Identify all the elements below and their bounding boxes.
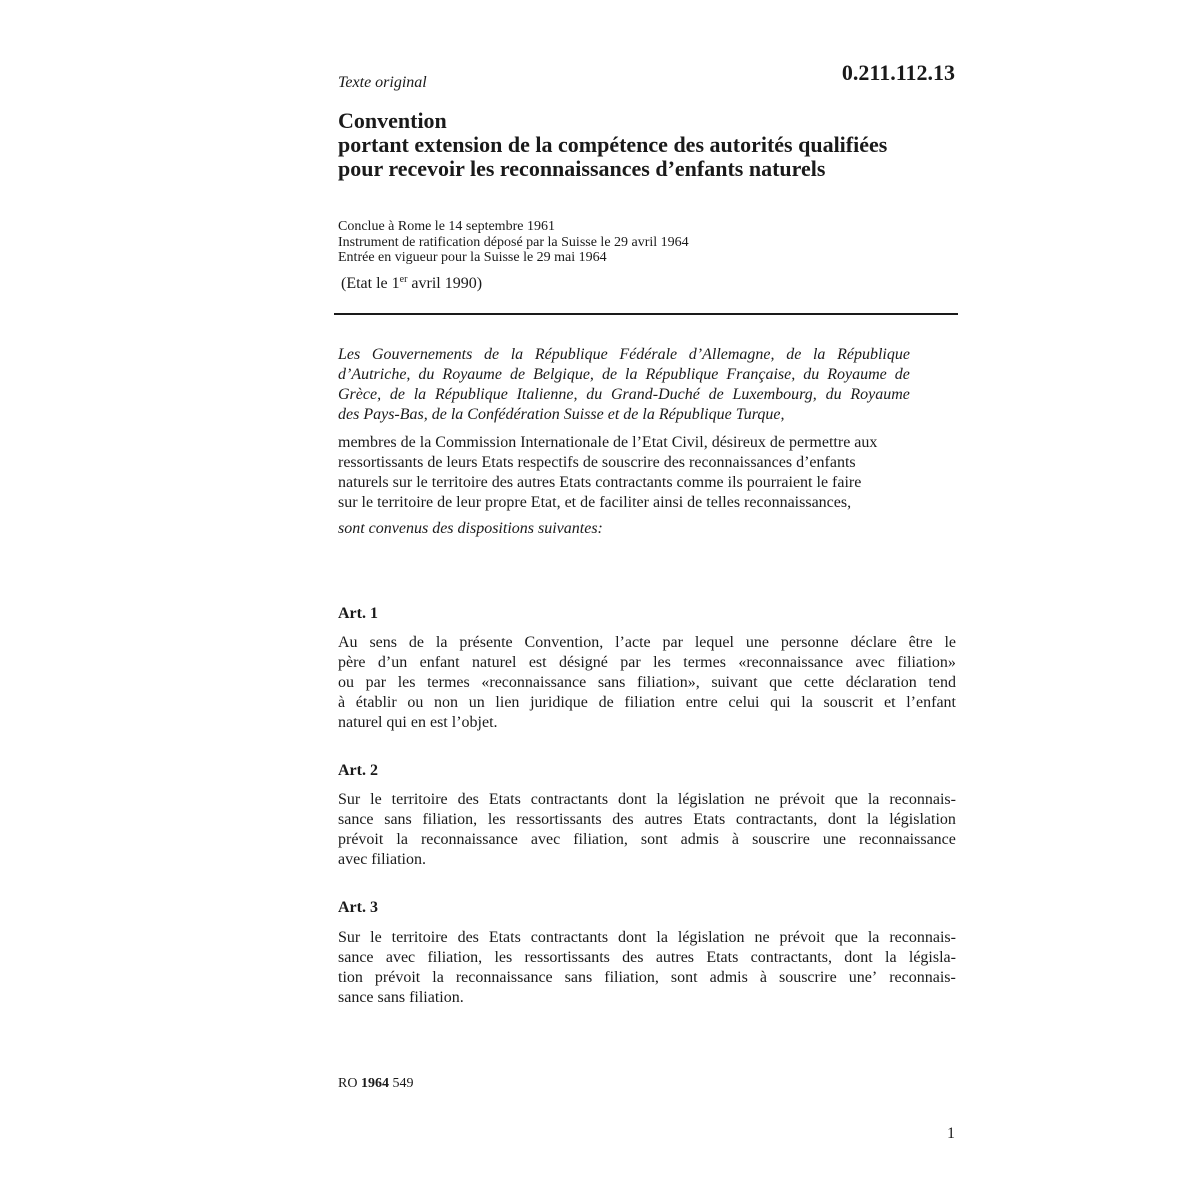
article-line: Sur le territoire des Etats contractants dont la législation ne prévoit que la reconnais- bbox=[338, 791, 956, 808]
meta-conclue: Conclue à Rome le 14 septembre 1961 bbox=[338, 219, 555, 234]
body-line: membres de la Commission Internationale de l’Etat Civil, désireux de permettre aux bbox=[338, 434, 878, 451]
body-line: sur le territoire de leur propre Etat, et de faciliter ainsi de telles reconnaissances, bbox=[338, 494, 852, 511]
article-line: naturel qui en est l’objet. bbox=[338, 714, 498, 731]
title-line-1: Convention bbox=[338, 108, 447, 133]
article-line: tion prévoit la reconnaissance sans filiation, sont admis à souscrire une’ reconnais- bbox=[338, 969, 956, 986]
etat-date bbox=[341, 275, 482, 293]
preamble-line: des Pays-Bas, de la Confédération Suisse et de la République Turque, bbox=[338, 406, 785, 423]
article-3-heading: Art. 3 bbox=[338, 899, 378, 916]
article-2-text bbox=[338, 790, 956, 870]
article-line: à établir ou non un lien juridique de filiation entre celui qui la souscrit et l’enfant bbox=[338, 694, 956, 711]
title-line-3: pour recevoir les reconnaissances d’enfants naturels bbox=[338, 156, 826, 181]
body-line: naturels sur le territoire des autres Etats contractants comme ils pourraient le faire bbox=[338, 474, 862, 491]
article-2-heading: Art. 2 bbox=[338, 762, 378, 779]
preamble-line: d’Autriche, du Royaume de Belgique, de la République Française, du Royaume de bbox=[338, 366, 910, 383]
article-line: Au sens de la présente Convention, l’acte par lequel une personne déclare être le bbox=[338, 634, 956, 651]
article-1-text bbox=[338, 633, 956, 733]
preamble-governments bbox=[338, 345, 910, 425]
article-line: sance sans filiation, les ressortissants des autres Etats contractants, dont la législation bbox=[338, 811, 956, 828]
article-line: sance sans filiation. bbox=[338, 989, 464, 1006]
article-line: ou par les termes «reconnaissance sans filiation», suivant que cette déclaration tend bbox=[338, 674, 956, 691]
etat-suffix: avril 1990) bbox=[407, 275, 483, 292]
article-1-heading: Art. 1 bbox=[338, 605, 378, 622]
sont-convenus: sont convenus des dispositions suivantes: bbox=[338, 520, 603, 537]
ro-page: 549 bbox=[388, 1076, 414, 1091]
ro-prefix: RO bbox=[338, 1076, 361, 1091]
article-line: sance avec filiation, les ressortissants des autres Etats contractants, dont la législa- bbox=[338, 949, 956, 966]
header-divider bbox=[334, 313, 958, 315]
etat-prefix: (Etat le 1 bbox=[341, 275, 400, 292]
body-line: ressortissants de leurs Etats respectifs de souscrire des reconnaissances d’enfants bbox=[338, 454, 856, 471]
document-metadata bbox=[338, 219, 689, 266]
article-line: prévoit la reconnaissance avec filiation, sont admis à souscrire une reconnaissance bbox=[338, 831, 956, 848]
title-line-2: portant extension de la compétence des autorités qualifiées bbox=[338, 132, 888, 157]
article-line: père d’un enfant naturel est désigné par les termes «reconnaissance avec filiation» bbox=[338, 654, 956, 671]
article-line: Sur le territoire des Etats contractants dont la législation ne prévoit que la reconnais- bbox=[338, 929, 956, 946]
meta-vigueur: Entrée en vigueur pour la Suisse le 29 mai 1964 bbox=[338, 250, 607, 265]
meta-ratification: Instrument de ratification déposé par la Suisse le 29 avril 1964 bbox=[338, 234, 689, 250]
ro-year: 1964 bbox=[360, 1076, 389, 1091]
document-title bbox=[338, 109, 978, 181]
etat-superscript: er bbox=[399, 274, 408, 285]
article-3-text bbox=[338, 928, 956, 1008]
preamble-line: Grèce, de la République Italienne, du Grand-Duché de Luxembourg, du Royaume bbox=[338, 386, 910, 403]
article-line: avec filiation. bbox=[338, 851, 426, 868]
ro-reference bbox=[338, 1076, 413, 1092]
texte-original-label: Texte original bbox=[338, 74, 427, 91]
preamble-body bbox=[338, 433, 956, 513]
page-number: 1 bbox=[947, 1125, 955, 1142]
sr-number: 0.211.112.13 bbox=[841, 60, 955, 85]
preamble-line: Les Gouvernements de la République Fédérale d’Allemagne, de la République bbox=[338, 346, 910, 363]
